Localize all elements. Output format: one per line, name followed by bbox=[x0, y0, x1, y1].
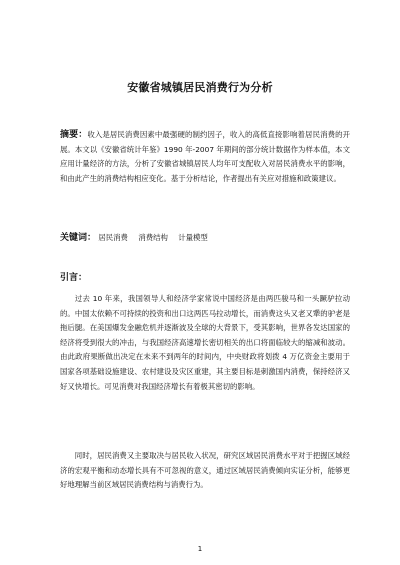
intro-paragraph: 过去 10 年来，我国领导人和经济学家常说中国经济是由两匹骏马和一头蹶驴拉动的。中国太依赖不可持续的投资和出口这两匹马拉动增长，而消费这头又老又犟的驴老是拖后腿。在美国爆发金融危机并逐渐波及全球的大背景下，受其影响，世界各发达国家的经济将受到很大的冲击，与我国经济高速增长密切相关的出口将面临较大的缩减和波动。由此政府果断做出决定在未来不到两年的时间内，中央财政将划拨 4 万亿资金主要用于国家各项基础设施建设、农村建设及灾区重建，其主要目标是刺激国内消费，保持经济又好又快增长。可见消费对我国经济增长有着极其密切的影响。 bbox=[60, 294, 350, 391]
page-number: 1 bbox=[197, 545, 203, 553]
keyword-item: 消费结构 bbox=[138, 233, 168, 242]
keywords-section bbox=[60, 231, 350, 246]
keyword-item: 居民消费 bbox=[98, 233, 128, 242]
abstract-section bbox=[60, 128, 350, 186]
keywords-label: 关键词： bbox=[60, 233, 97, 243]
paper-title: 安徽省城镇居民消费行为分析 bbox=[127, 81, 273, 94]
intro-paragraph: 同时，居民消费又主要取决与居民收入状况，研究区域居民消费水平对于把握区域经济的宏观平衡和动态增长具有不可忽视的意义，通过区域居民消费倾向实证分析，能够更好地理解当前区域居民消费结构与消费行为。 bbox=[60, 451, 350, 490]
abstract-text: 收入是居民消费因素中最强硬的制约因子，收入的高低直接影响着居民消费的开展。本文以《安徽省统计年鉴》1990 年-2007 年期间的部分统计数据作为样本值，本文应用计量经济的方法，分析了安徽省城镇居民人均年可支配收入对居民消费水平的影响，和由此产生的消费结构相应变化。基于分析结论，作者提出有关应对措施和政策建议。 bbox=[60, 130, 350, 183]
keyword-item: 计量模型 bbox=[178, 233, 208, 242]
intro-heading: 引言： bbox=[60, 273, 88, 283]
abstract-label: 摘要： bbox=[60, 130, 88, 140]
